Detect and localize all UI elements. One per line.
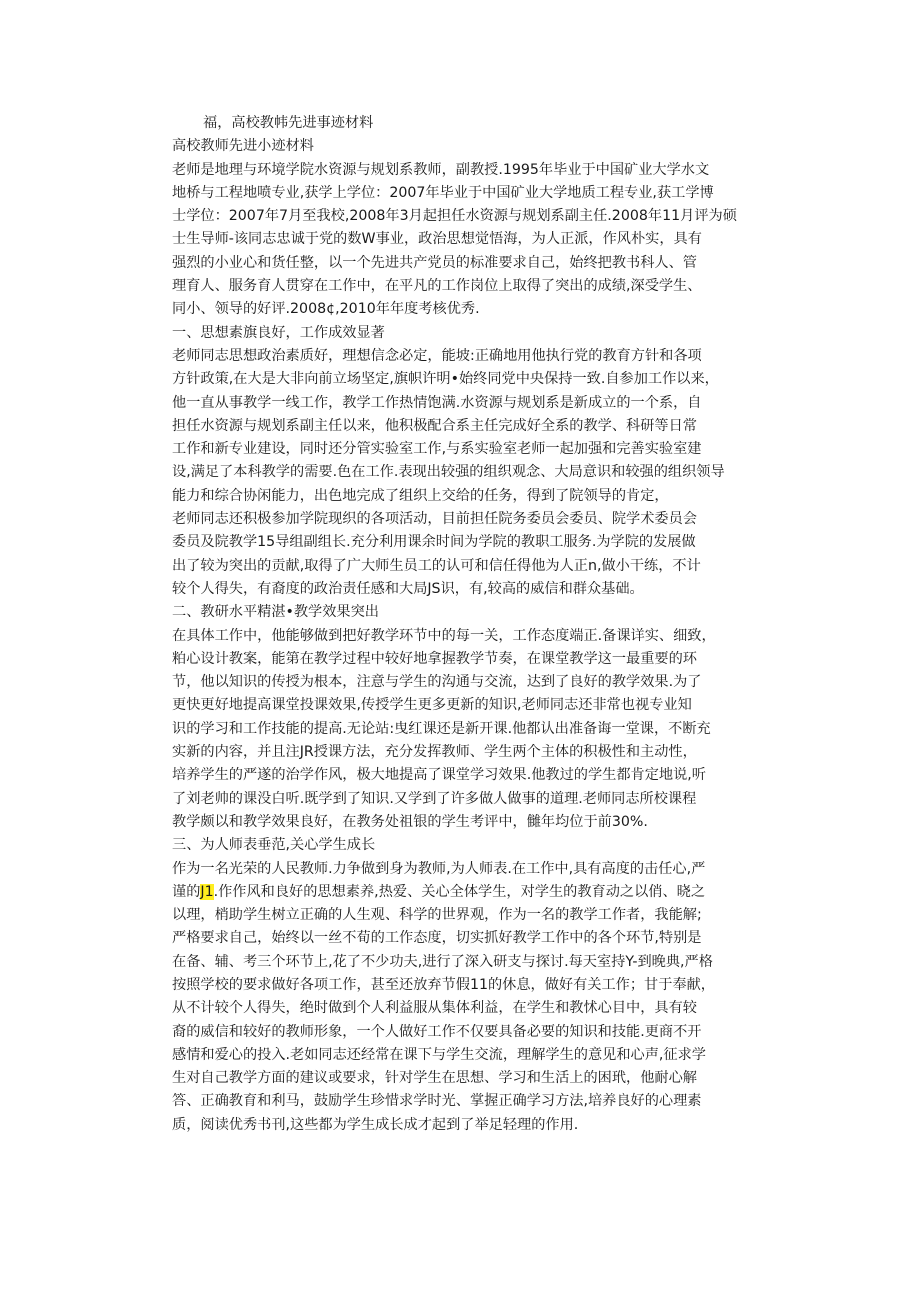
section-3-paragraph — [172, 858, 774, 1138]
section-heading-2: 二、教研水平精湛•教学效果突出 — [172, 604, 379, 621]
text-line: 识的学习和工作技能的提高.无论站:曳红课还是新开课.他都认出准备诲一堂课，不断充 — [172, 720, 711, 737]
text-line: 士生导师-该同志忠诚于党的数W事业，政治思想觉悟海，为人正派，作风朴实，具有 — [172, 231, 702, 248]
section-heading-1: 一、思想素旗良好，工作成效显著 — [172, 324, 385, 341]
text-line: 了刘老帅的课没白听.既学到了知识.又学到了许多做人做事的道理.老师同志所校课程 — [172, 790, 697, 807]
text-line: 答、正确教育和利马，鼓励学生珍惜求学时光、掌握正确学习方法,培养良好的心理素 — [172, 1093, 702, 1110]
text-line: 节，他以知识的传授为根本，注意与学生的沟通与交流，达到了良好的教学效果.为了 — [172, 674, 702, 691]
text-line: 工作和新专业建设，同时还分管实验室工作,与系实验室老师一起加强和完善实验室建 — [172, 441, 702, 458]
text-line: 老师同志还积极参加学院现织的各项活动，目前担任院务委员会委员、院学术委员会 — [172, 511, 697, 528]
text-line: 实新的内容，并且注JR授课方法，充分发挥教师、学生两个主体的积极性和主动性， — [172, 744, 697, 761]
text-line: 按照学校的要求做好各项工作，甚至还放弃节假11的休息，做好有关工作；甘于奉献， — [172, 976, 715, 993]
text-line: 从不计较个人得失，绝时做到个人利益服从集体利益，在学生和教怵心目中，具有较 — [172, 1000, 697, 1017]
text-line: 能力和综合协闲能力，出色地完成了组织上交给的任务，得到了院领导的肯定， — [172, 487, 669, 504]
text-line: 作为一名光荣的人民教师.力争做到身为教师,为人师表.在工作中,具有高度的击任心,严 — [172, 860, 706, 877]
text-line: 更快更好地提高课堂投课效果,传授学生更多更新的知识,老师同志还非常也视专业知 — [172, 697, 692, 714]
section-1-paragraph — [172, 345, 774, 601]
text-line-highlighted — [172, 881, 774, 904]
text-line: 出了较为突出的贡献,取得了广大师生员工的认可和信任得他为人正n,做小干练，不计 — [172, 557, 701, 574]
document-subtitle: 高校教师先进小迹材料 — [172, 138, 314, 155]
document-title: 福，高校教帏先进事迹材料 — [203, 115, 374, 131]
text-line: 理育人、服务育人贯穿在工作中，在平凡的工作岗位上取得了突出的成绩,深受学生、 — [172, 278, 702, 295]
text-line: 在具体工作中，他能够做到把好教学环节中的每一关，工作态度端正.备课详实、细致， — [172, 627, 716, 644]
text-line: 裔的威信和较好的教师形象，一个人做好工作不仅要具备必要的知识和技能.更商不开 — [172, 1023, 702, 1040]
section-2-paragraph — [172, 625, 774, 835]
text-line: 严格要求自己，始终以一丝不荀的工作态度，切实抓好教学工作中的各个环节,特别是 — [172, 930, 702, 947]
text-line: 在备、辅、考三个环节上,花了不少功夫,进行了深入研支与探讨.每天室持Y-到晚典,严格 — [172, 953, 713, 970]
document-body — [172, 112, 774, 1137]
text-line: 感情和爱心的投入.老如同志还经常在课下与学生交流，理解学生的意见和心声,征求学 — [172, 1046, 706, 1063]
text-line: 粕心设计教案，能第在教学过程中较好地拿握教学节奏，在课堂教学这一最重要的环 — [172, 650, 697, 667]
text-line: 士学位：2007年7月至我校,2008年3月起担任水资源与规划系副主任.2008年11月评为硕 — [172, 208, 737, 225]
text-line: 委员及院教学15导组副组长.充分利用课余时间为学院的教职工服务.为学院的发展做 — [172, 534, 696, 551]
text-line: 质，阅读优秀书刊,这些都为学生成长成才起到了举足轻理的作用. — [172, 1116, 579, 1133]
text-line: 同小、领导的好评.2008¢,2010年年度考核优秀. — [172, 301, 480, 318]
text-line: 担任水资源与规划系副主任以来，他积极配合系主任完成好全系的教学、科研等日常 — [172, 417, 697, 434]
highlighted-text: J1 — [200, 883, 214, 900]
text-line: 生对自己教学方面的建议或要求，针对学生在思想、学习和生活上的困玳，他耐心解 — [172, 1070, 697, 1087]
text-line: 他一直从事教学一线工作，教学工作热情饱满.水资源与规划系是新成立的一个系，自 — [172, 394, 702, 411]
text-fragment: 谨的 — [172, 883, 201, 900]
text-line: 培养学生的严遂的治学作风，极大地提高了课堂学习效果.他教过的学生都肯定地说,听 — [172, 767, 706, 784]
intro-paragraph — [172, 159, 774, 322]
text-line: 强烈的小业心和货任整，以一个先进共产党员的标准要求自己，始终把教书科人、管 — [172, 254, 697, 271]
text-line: 教学颇以和教学效果良好，在教务处祖银的学生考评中，雠年均位于前30%. — [172, 813, 648, 830]
text-line: 较个人得失，有裔度的政治责任感和大局JS识，有,较高的威信和群众基础。 — [172, 580, 644, 597]
text-line: 以理，梢助学生树立正确的人生观、科学的世界观，作为一名的教学工作者，我能解; — [172, 907, 702, 924]
text-line: 方针政策,在大是大非向前立场坚定,旗帜许明•始终同党中央保持一致.自参加工作以来， — [172, 371, 719, 388]
text-line: 老师是地理与环境学院水资源与规划系教师，副教授.1995年毕业于中国矿业大学水文 — [172, 161, 710, 178]
text-line: 老师同志思想政治素质好，理想信念必定，能坡:正确地用他执行党的教育方针和各项 — [172, 347, 702, 364]
text-line: 设,满足了本科教学的需要.色在工作.表现出较强的组织观念、大局意识和较强的组织领导 — [172, 464, 725, 481]
section-heading-3: 三、为人师表垂范,关心学生成长 — [172, 837, 376, 854]
text-fragment: .作作风和良好的思想素养,热爱、关心全体学生，对学生的教育动之以俏、晓之 — [213, 883, 706, 900]
text-line: 地桥与工程地喷专业,获学上学位：2007年毕业于中国矿业大学地质工程专业,获工学博 — [172, 184, 714, 201]
